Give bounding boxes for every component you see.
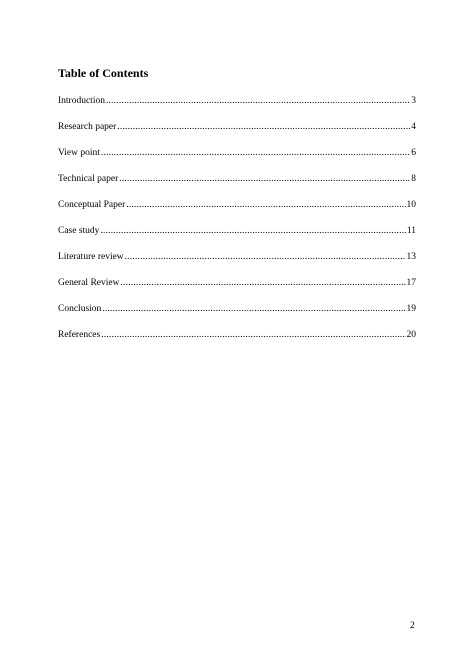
toc-entry-page: 11: [406, 226, 416, 236]
toc-entry-research-paper[interactable]: [58, 122, 416, 148]
toc-entry-view-point[interactable]: [58, 148, 416, 174]
toc-entry-title: Conceptual Paper: [58, 200, 126, 210]
toc-leader-dots: [106, 96, 410, 107]
toc-entry-page: 19: [406, 304, 416, 314]
toc-entry-page: 6: [411, 148, 416, 158]
toc-entry-page: 17: [406, 278, 416, 288]
toc-entry-page: 8: [411, 174, 416, 184]
toc-entry-title: Research paper: [58, 122, 117, 132]
toc-entry-title: General Review: [58, 278, 120, 288]
toc-entry-title: Introduction: [58, 96, 105, 106]
toc-entry-title: Literature review: [58, 252, 124, 262]
toc-entry-case-study[interactable]: [58, 226, 416, 252]
page-number: 2: [410, 621, 415, 631]
toc-entry-page: 10: [406, 200, 416, 210]
toc-heading: Table of Contents: [58, 66, 149, 80]
toc-leader-dots: [125, 252, 406, 263]
toc-entry-title: Technical paper: [58, 174, 119, 184]
toc-entry-references[interactable]: [58, 330, 416, 356]
toc-leader-dots: [101, 330, 405, 341]
toc-entry-introduction[interactable]: [58, 96, 416, 122]
toc-leader-dots: [120, 278, 405, 289]
toc-entry-page: 13: [406, 252, 416, 262]
toc-entry-page: 4: [411, 122, 416, 132]
toc-leader-dots: [126, 200, 405, 211]
toc-list: [58, 96, 416, 356]
toc-entry-literature-review[interactable]: [58, 252, 416, 278]
toc-entry-title: References: [58, 330, 101, 340]
toc-entry-title: Conclusion: [58, 304, 102, 314]
toc-leader-dots: [117, 122, 410, 133]
toc-leader-dots: [100, 226, 405, 237]
toc-entry-title: View point: [58, 148, 100, 158]
toc-entry-title: Case study: [58, 226, 100, 236]
toc-entry-page: 3: [411, 96, 416, 106]
toc-entry-conclusion[interactable]: [58, 304, 416, 330]
toc-leader-dots: [101, 148, 410, 159]
toc-entry-technical-paper[interactable]: [58, 174, 416, 200]
toc-entry-general-review[interactable]: [58, 278, 416, 304]
toc-leader-dots: [102, 304, 405, 315]
toc-entry-page: 20: [406, 330, 416, 340]
toc-leader-dots: [119, 174, 410, 185]
toc-entry-conceptual-paper[interactable]: [58, 200, 416, 226]
